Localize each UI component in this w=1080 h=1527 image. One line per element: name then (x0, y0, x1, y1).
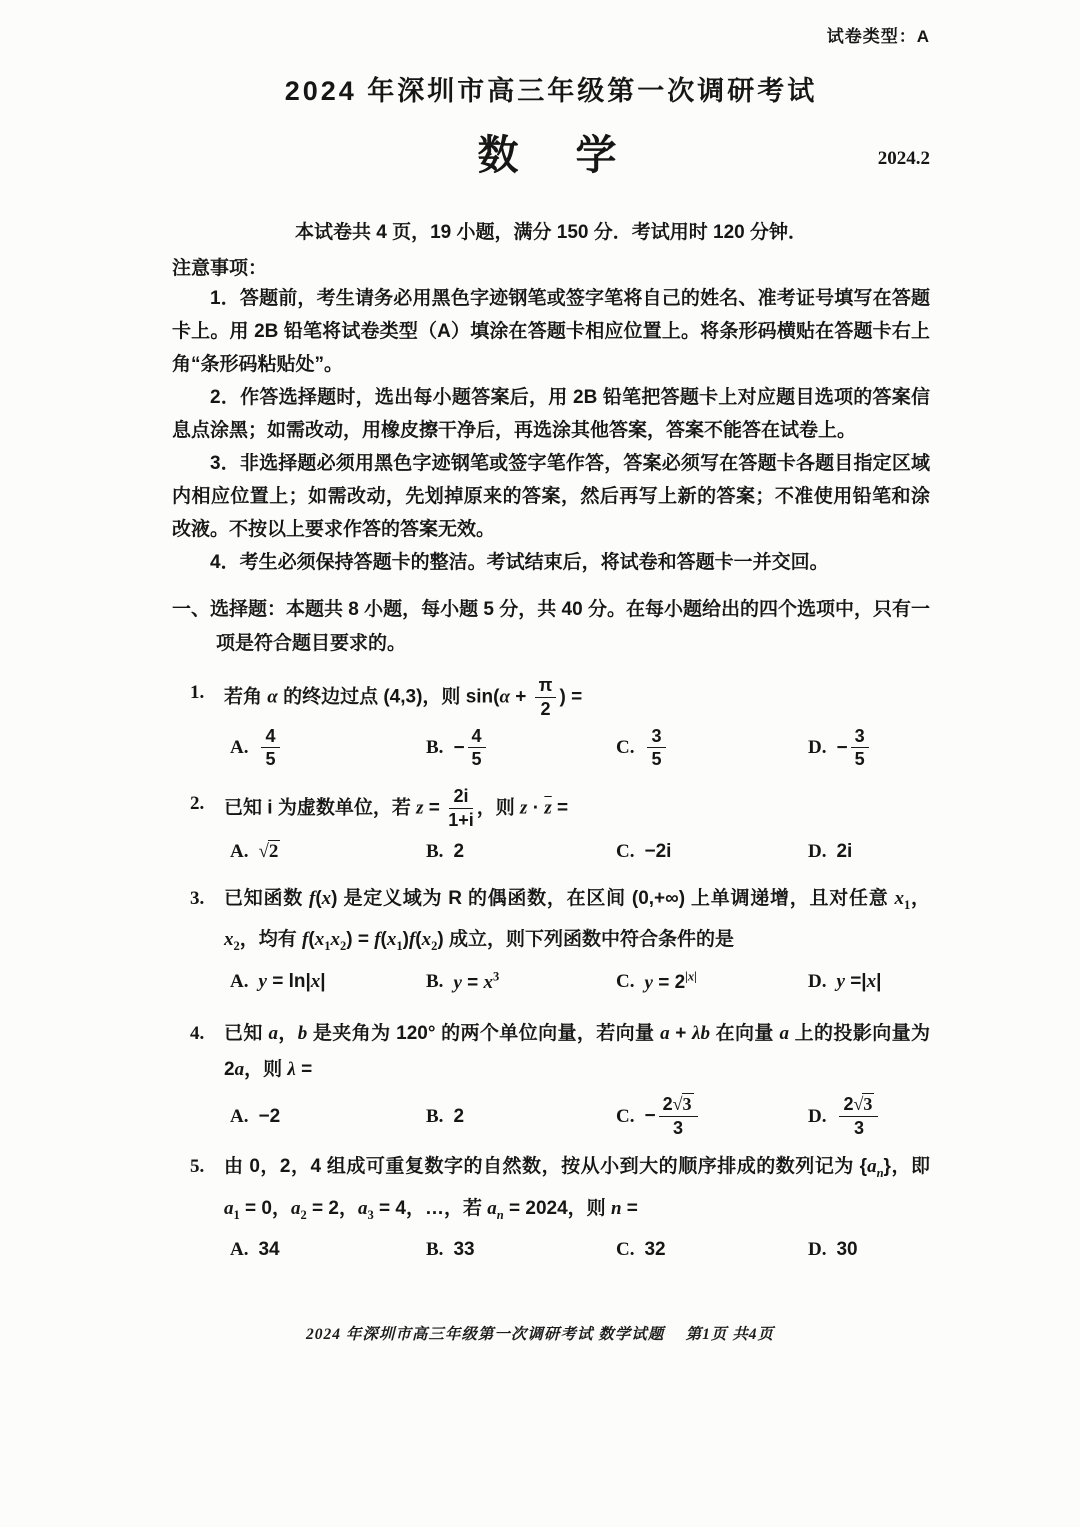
question-block (172, 1149, 936, 1261)
math-token-txt: ) 是定义域为 R 的偶函数，在区间 (0,+∞) 上单调递增，且对任意 (331, 887, 895, 909)
math-token-txt: ，均有 (239, 929, 303, 951)
radical-sign: √ (853, 1094, 864, 1115)
option-label: C. (616, 1105, 635, 1127)
math-token-txt: −2i (644, 840, 672, 862)
math-token-txt: 3 (673, 1118, 684, 1139)
math-token-i: λ (692, 1023, 701, 1045)
math-token-txt: ， (277, 1023, 298, 1045)
option-label: A. (230, 971, 249, 993)
option-value (453, 970, 499, 994)
script-base: x (421, 929, 432, 951)
radicand: 3 (682, 1094, 692, 1115)
fraction-denominator (265, 748, 275, 770)
math-token-txt: 3 (853, 1118, 864, 1139)
radicand: 2 (268, 840, 279, 862)
option-label: A. (230, 840, 249, 862)
question-number: 1. (190, 682, 205, 703)
math-token-txt: ( (315, 887, 322, 909)
question-stem (224, 786, 930, 831)
options-row (230, 1239, 930, 1261)
option-item (230, 1239, 426, 1261)
math-token-txt: −2 (258, 1105, 281, 1127)
subscript: 2 (431, 939, 438, 954)
math-token-txt: ) 成立，则下列函数中符合条件的是 (437, 929, 734, 951)
question-block (172, 881, 930, 995)
math-token-i: x (310, 971, 321, 993)
option-item (230, 841, 426, 863)
option-item (426, 1106, 616, 1128)
question-line (190, 1016, 936, 1088)
note-item: 3．非选择题必须用黑色字迹钢笔或签字笔作答，答案必须写在答题卡各题目指定区域内相应位置上；如需改动，先划掉原来的答案，然后再写上新的答案；不准使用铅笔和涂改液。不按以上要求作答的答案无效。 (172, 453, 930, 540)
script-base: x (330, 929, 340, 951)
math-token-txt: = ln| (266, 971, 311, 993)
math-token-i: f (302, 929, 309, 951)
note-item: 2．作答选择题时，选出每小题答案后，用 2B 铅笔把答题卡上对应题目选项的答案信息点涂黑；如需改动，用橡皮擦干净后，再选涂其他答案，答案不能答在试卷上。 (172, 387, 930, 441)
option-value (644, 726, 668, 771)
option-value (836, 841, 852, 863)
math-token-txt: 4 (265, 725, 276, 746)
math-token-txt: − (644, 1105, 656, 1127)
option-value (644, 1239, 665, 1261)
option-label: D. (808, 736, 827, 758)
math-token-txt: = (461, 972, 484, 994)
fraction-denominator (854, 1117, 864, 1139)
script-base: a (358, 1197, 368, 1219)
math-token-txt: ( (380, 929, 387, 951)
option-label: B. (426, 971, 444, 993)
subscript: 2 (339, 939, 347, 954)
fraction-numerator (535, 675, 557, 698)
math-token-txt: = (551, 797, 569, 819)
options-row (230, 970, 930, 994)
script-base: a (224, 1197, 234, 1219)
option-value (644, 1094, 700, 1139)
math-token-txt: 2 (540, 698, 551, 719)
fraction-denominator (673, 1117, 683, 1139)
math-token-txt: = 2， (306, 1197, 358, 1219)
options-row (230, 841, 930, 863)
subject-row (172, 128, 930, 192)
math-token-txt: = 2024，则 (503, 1197, 611, 1219)
subscript: 1 (233, 1207, 240, 1222)
option-value (258, 726, 282, 771)
math-token-sub (421, 929, 438, 954)
notes-list (172, 282, 930, 579)
math-token-txt: π (538, 675, 553, 695)
script-base: x (386, 929, 397, 951)
question-line (190, 1149, 936, 1233)
math-token-txt: 的终边过点 (4,3)，则 sin( (277, 686, 500, 708)
math-token-sub (291, 1197, 307, 1222)
math-token-i: α (267, 686, 278, 708)
option-label: D. (808, 1238, 827, 1260)
math-token-txt: − (836, 736, 848, 758)
option-value (453, 1239, 474, 1261)
exam-title: 2024 年深圳市高三年级第一次调研考试 (284, 76, 818, 106)
math-token-frac (535, 675, 557, 720)
question-line (190, 675, 930, 720)
math-token-i: f (308, 887, 316, 909)
fraction-numerator (839, 1094, 878, 1117)
math-token-txt: }，即 (883, 1155, 936, 1177)
math-token-txt: = 4，…，若 (373, 1197, 488, 1219)
math-token-sub (224, 929, 240, 954)
fraction-numerator (449, 786, 472, 809)
option-label: B. (426, 1238, 444, 1260)
subscript: 2 (300, 1207, 307, 1222)
question-number: 3. (190, 887, 205, 909)
math-token-sup (675, 972, 697, 993)
math-token-txt: 2i (453, 786, 469, 806)
math-token-i: x (866, 971, 877, 993)
script-base: 2 (674, 972, 686, 994)
math-token-i: λ (287, 1059, 296, 1081)
math-token-frac (448, 786, 474, 831)
math-token-txt: 2 (662, 1094, 673, 1115)
math-token-i: f (374, 929, 381, 951)
question-stem (224, 675, 930, 720)
math-token-frac (659, 1094, 698, 1139)
page-footer: 2024 年深圳市高三年级第一次调研考试 数学试题 第1页 共4页 (305, 1326, 774, 1343)
option-value (453, 1106, 464, 1128)
math-token-txt: 3 (854, 725, 865, 746)
math-token-txt: ， (910, 887, 930, 909)
option-value (258, 1106, 280, 1128)
option-item (616, 841, 808, 863)
option-value (453, 841, 464, 863)
option-label: A. (230, 1105, 249, 1127)
fraction-denominator (541, 698, 551, 720)
fraction-numerator (659, 1094, 698, 1117)
math-token-i: f (408, 929, 416, 951)
math-token-txt: 32 (644, 1238, 666, 1260)
math-token-txt: 30 (836, 1238, 858, 1260)
option-label: A. (230, 736, 249, 758)
math-token-i: α (499, 686, 510, 708)
math-token-txt: ) = (346, 929, 375, 951)
questions-list (172, 675, 936, 1261)
math-token-txt: ) = (559, 686, 583, 708)
script-base: x (483, 972, 494, 994)
math-token-txt: = (295, 1059, 313, 1081)
option-label: D. (808, 1105, 827, 1127)
option-value (836, 971, 881, 993)
option-label: B. (426, 840, 444, 862)
fraction-numerator (851, 726, 869, 749)
math-token-txt: 是夹角为 120° 的两个单位向量，若向量 (307, 1023, 661, 1045)
math-token-txt: = (423, 797, 446, 819)
option-label: C. (616, 1238, 635, 1260)
option-item (808, 1239, 930, 1261)
radicand: 3 (863, 1094, 873, 1115)
superscript: |x| (685, 970, 697, 985)
option-label: A. (230, 1238, 249, 1260)
math-token-txt: = 0， (239, 1197, 291, 1219)
question-number: 2. (190, 793, 205, 814)
script-base: x (894, 887, 904, 909)
fraction-numerator (647, 726, 665, 749)
option-value (258, 841, 280, 863)
math-token-txt: = (652, 972, 675, 994)
math-token-sub (314, 929, 331, 954)
subscript: 2 (233, 939, 240, 954)
option-value (453, 726, 488, 771)
question-block (172, 1016, 936, 1139)
math-token-sqrt (258, 841, 280, 862)
math-token-sqrt (854, 1094, 875, 1114)
math-token-txt: 2 (453, 840, 465, 862)
subscript: 1 (396, 939, 403, 954)
math-token-txt: 1+i (448, 809, 474, 830)
note-item: 1．答题前，考生请务必用黑色字迹钢笔或签字笔将自己的姓名、准考证号填写在答题卡上。用 2B 铅笔将试卷类型（A）填涂在答题卡相应位置上。将条形码横贴在答题卡右上角“条形码粘贴处”。 (172, 288, 930, 375)
subscript: n (496, 1207, 504, 1222)
math-token-txt: 上的投影向量为 2 (224, 1023, 936, 1081)
math-token-frac (839, 1094, 878, 1139)
math-token-b: a (234, 1059, 245, 1081)
option-value (258, 1239, 279, 1261)
math-token-txt: ) (402, 929, 409, 951)
math-token-txt: 2 (843, 1094, 854, 1115)
math-token-b: b (297, 1023, 308, 1045)
subscript: 1 (903, 897, 911, 912)
option-label: B. (426, 736, 444, 758)
subscript: 3 (367, 1207, 374, 1222)
question-number: 4. (190, 1023, 205, 1045)
math-token-i: y (258, 971, 267, 993)
math-token-i: y (453, 972, 462, 994)
superscript: 3 (493, 970, 500, 985)
note-item: 4．考生必须保持答题卡的整洁。考试结束后，将试卷和答题卡一并交回。 (210, 552, 829, 573)
math-token-txt: 5 (854, 749, 865, 770)
math-token-txt: + (510, 686, 532, 708)
option-item (426, 726, 616, 771)
option-value (258, 971, 325, 993)
question-block (172, 786, 930, 863)
math-token-i: n (610, 1197, 622, 1219)
fraction-numerator (261, 726, 279, 749)
math-token-sub (224, 1197, 240, 1222)
math-token-b: a (660, 1023, 670, 1045)
script-base: a (867, 1155, 877, 1177)
math-token-txt: ，则 (244, 1059, 288, 1081)
fraction-denominator (651, 748, 661, 770)
math-token-sup (484, 972, 500, 993)
option-item (426, 841, 616, 863)
exam-info-line: 本试卷共 4 页，19 小题，满分 150 分．考试用时 120 分钟． (294, 222, 808, 243)
math-token-txt: 在向量 (709, 1023, 780, 1045)
math-token-txt: 2i (836, 840, 853, 862)
math-token-b: a (779, 1023, 789, 1045)
math-token-i: z (520, 797, 528, 819)
math-token-txt: 2 (453, 1105, 465, 1127)
option-value (836, 1094, 881, 1139)
option-item (616, 1094, 808, 1139)
math-token-txt: 4 (471, 725, 482, 746)
subscript: n (876, 1165, 884, 1180)
option-value (644, 841, 671, 863)
math-token-txt: 5 (651, 749, 662, 770)
question-line (190, 786, 930, 831)
math-token-i: y (836, 971, 845, 993)
math-token-txt: 3 (651, 725, 662, 746)
script-base: a (487, 1197, 497, 1219)
math-token-txt: 若角 (224, 686, 268, 708)
question-stem (224, 1016, 936, 1088)
math-token-frac (261, 726, 279, 771)
option-item (426, 970, 616, 994)
math-token-sub (867, 1155, 884, 1180)
math-token-txt: | (320, 971, 326, 993)
option-label: D. (808, 971, 827, 993)
option-item (616, 726, 808, 771)
math-token-i: x (321, 887, 332, 909)
math-token-txt: =| (844, 971, 867, 993)
question-number: 5. (190, 1155, 205, 1177)
math-token-txt: 已知 i 为虚数单位，若 (224, 797, 417, 819)
math-token-txt: · (527, 797, 545, 819)
math-token-txt: 已知函数 (224, 887, 309, 909)
math-token-txt: 34 (258, 1238, 280, 1260)
math-token-txt: 5 (265, 749, 276, 770)
math-token-i: y (644, 972, 653, 994)
math-token-bar: $\overline{z}$ (544, 797, 552, 819)
math-token-sub (487, 1197, 504, 1222)
option-value (644, 970, 696, 994)
math-token-txt: 已知 (224, 1023, 269, 1045)
option-value (836, 1239, 857, 1261)
question-line (190, 881, 930, 965)
math-token-sqrt (673, 1094, 694, 1114)
math-token-txt: ，则 (476, 797, 521, 819)
notes-heading: 注意事项： (172, 258, 268, 279)
math-token-txt: − (453, 736, 465, 758)
fraction-denominator (472, 748, 482, 770)
radical-sign: √ (672, 1094, 683, 1115)
option-item (230, 971, 426, 993)
option-item (808, 726, 930, 771)
option-label: C. (616, 736, 635, 758)
option-item (616, 970, 808, 994)
option-item (808, 1094, 930, 1139)
option-label: C. (616, 840, 635, 862)
math-token-txt: + (669, 1023, 693, 1045)
options-row (230, 1094, 930, 1139)
option-item (230, 1106, 426, 1128)
math-token-txt: | (876, 971, 882, 993)
math-token-txt: ( (308, 929, 315, 951)
question-stem (224, 881, 930, 965)
option-label: D. (808, 840, 827, 862)
math-token-txt: 5 (471, 749, 482, 770)
option-value (836, 726, 871, 771)
option-label: C. (616, 971, 635, 993)
option-label: B. (426, 1105, 444, 1127)
math-token-txt: = (621, 1197, 638, 1219)
fraction-denominator (448, 809, 474, 831)
fraction-numerator (468, 726, 486, 749)
option-item (426, 1239, 616, 1261)
options-row (230, 726, 930, 771)
fraction-denominator (855, 748, 865, 770)
math-token-frac (468, 726, 486, 771)
question-block (172, 675, 930, 770)
option-item (808, 841, 930, 863)
exam-date: 2024.2 (877, 148, 930, 169)
option-item (808, 971, 930, 993)
subscript: 1 (324, 939, 331, 954)
paper-type-label: 试卷类型：A (826, 27, 930, 46)
section-heading: 一、选择题：本题共 8 小题，每小题 5 分，共 40 分。在每小题给出的四个选项中，只有一项是符合题目要求的。 (172, 599, 930, 654)
math-token-txt: ( (415, 929, 422, 951)
script-base: x (224, 929, 234, 951)
math-token-sub (386, 929, 403, 954)
question-stem (224, 1149, 936, 1233)
math-token-b: b (700, 1023, 710, 1045)
math-token-sub (894, 887, 911, 912)
subject-title: 数 学 (477, 132, 625, 178)
radical-sign: √ (258, 840, 269, 862)
math-token-txt: 由 0，2，4 组成可重复数字的自然数，按从小到大的顺序排成的数列记为 { (224, 1155, 868, 1177)
math-token-sub (358, 1197, 374, 1222)
script-base: a (291, 1197, 301, 1219)
math-token-frac (851, 726, 869, 771)
script-base: x (314, 929, 325, 951)
math-token-frac (647, 726, 665, 771)
math-token-b: a (268, 1023, 278, 1045)
math-token-txt: 33 (453, 1238, 475, 1260)
math-token-i: z (416, 797, 424, 819)
math-token-sub (330, 929, 347, 954)
option-item (616, 1239, 808, 1261)
option-item (230, 726, 426, 771)
